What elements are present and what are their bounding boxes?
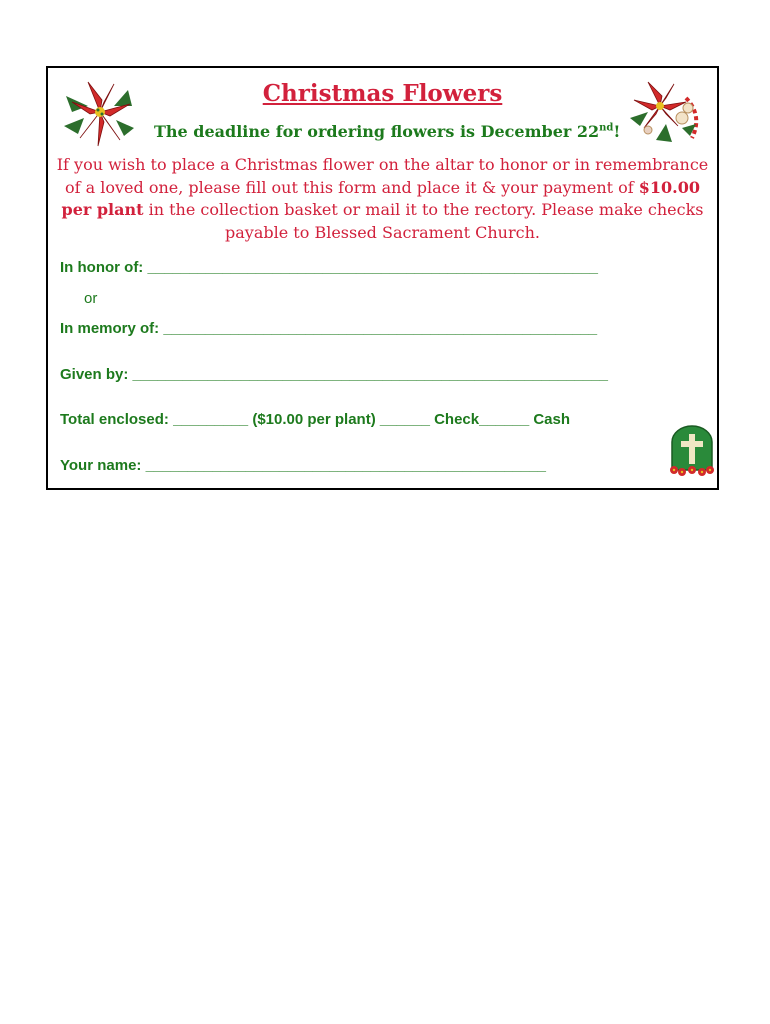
your-name-field[interactable]: Your name: ________________________________________________ bbox=[60, 457, 546, 474]
in-memory-field[interactable]: In memory of: ____________________________________________________ bbox=[60, 320, 598, 337]
in-honor-field[interactable]: In honor of: ______________________________________________________ bbox=[60, 259, 598, 276]
given-by-field[interactable]: Given by: _________________________________________________________ bbox=[60, 366, 609, 383]
intro-price: $10.00 per plant bbox=[61, 177, 701, 219]
form-title: Christmas Flowers bbox=[262, 80, 503, 107]
church-cross-icon bbox=[666, 424, 718, 478]
intro-part2: in the collection basket or mail it to the rectory. Please make checks payable to Blessed Sacrament Church. bbox=[143, 200, 704, 242]
deadline-end: ! bbox=[613, 122, 621, 141]
deadline-text bbox=[154, 122, 620, 141]
deadline-sup: nd bbox=[599, 122, 614, 134]
total-enclosed-field[interactable]: Total enclosed: _________ ($10.00 per plant) ______ Check______ Cash bbox=[60, 411, 571, 428]
intro-paragraph bbox=[56, 154, 709, 244]
intro-part1: If you wish to place a Christmas flower on the altar to honor or in remembrance of a loved one, please fill out this form and place it & your payment of bbox=[56, 155, 709, 197]
or-text: or bbox=[84, 290, 98, 307]
deadline-main: The deadline for ordering flowers is December 22 bbox=[154, 122, 600, 141]
christmas-flowers-form bbox=[46, 66, 719, 490]
